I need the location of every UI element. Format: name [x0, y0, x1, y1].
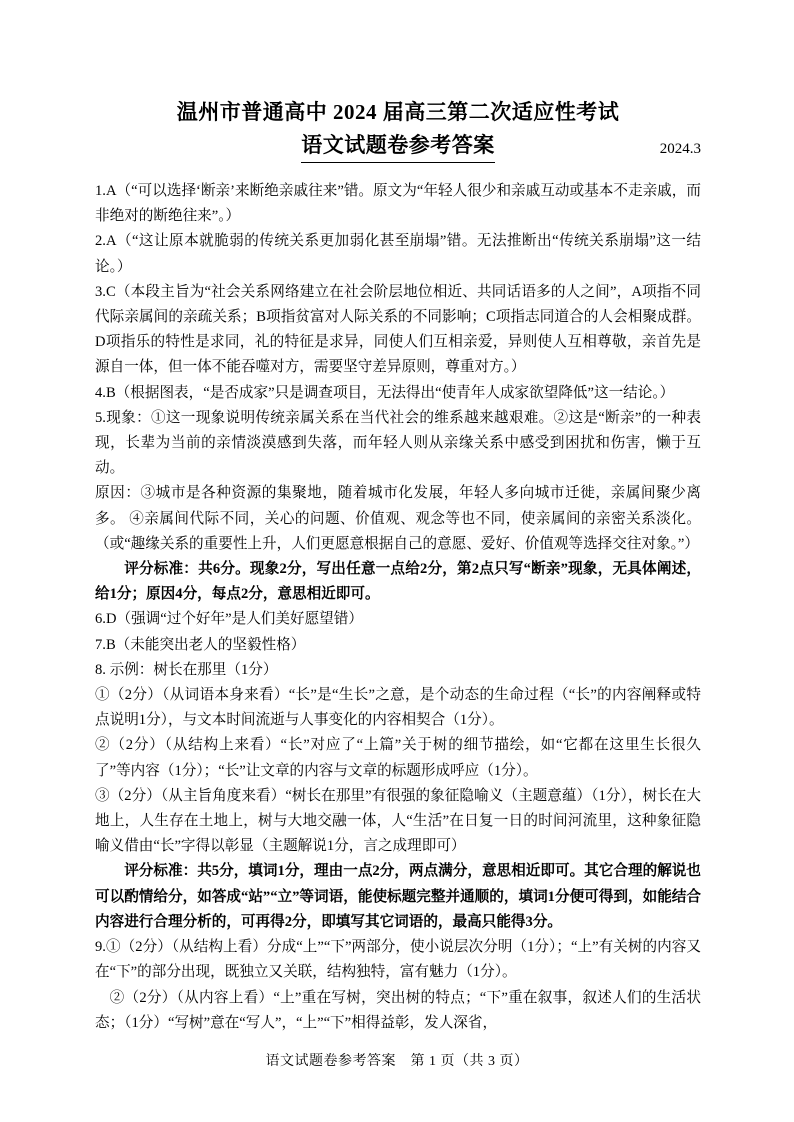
answer-5-phenomenon: 5.现象：①这一现象说明传统亲属关系在当代社会的维系越来越艰难。②这是“断亲”的一种表现，长辈为当前的亲情淡漠感到失落，而年轻人则从亲缘关系中感受到困扰和伤害，懒于互动。: [95, 409, 701, 477]
doc-title: 温州市普通高中 2024 届高三第二次适应性考试: [176, 100, 620, 124]
answer-8-point-1: ①（2分）（从词语本身来看）“长”是“生长”之意，是个动态的生命过程（“长”的内容阐释或特点说明1分），与文本时间流逝与人事变化的内容相契合（1分）。: [95, 687, 701, 729]
answer-3: 3.C（本段主旨为“社会关系网络建立在社会阶层地位相近、共同话语多的人之间”，A项指不同代际亲属间的亲疏关系；B项指贫富对人际关系的不同影响；C项指志同道合的人会相聚成群。D项指乐的特性是求同，礼的特征是求异，同使人们互相亲爱，异则使人互相尊敬，亲首先是源自一体，但一体不能吞噬对方，需要坚守差异原则，尊重对方。）: [95, 283, 701, 376]
answer-content: [95, 179, 701, 1036]
answer-8-example: 8. 示例：树长在那里（1分）: [95, 661, 278, 678]
answer-9-point-2: ②（2分）（从内容上看）“上”重在写树，突出树的特点；“下”重在叙事，叙述人们的生活状态；（1分）“写树”意在“写人”，“上”“下”相得益彰，发人深省，: [95, 989, 701, 1031]
answer-8-point-3: ③（2分）（从主旨角度来看）“树长在那里”有很强的象征隐喻义（主题意蕴）（1分），树长在大地上，人生存在土地上，树与大地交融一体，人“生活”在日复一日的时间河流里，这种象征隐喻义借由“长”字得以彰显（主题解说1分，言之成理即可）: [95, 787, 701, 855]
answer-7: 7.B（未能突出老人的坚毅性格）: [95, 636, 306, 653]
scoring-criteria-question-5: 评分标准：共6分。现象2分，写出任意一点给2分，第2点只写“断亲”现象，无具体阐述，给1分；原因4分，每点2分，意思相近即可。: [95, 561, 701, 603]
page-footer: 语文试题卷参考答案 第 1 页（共 3 页）: [265, 1054, 529, 1069]
answer-4: 4.B（根据图表，“是否成家”只是调查项目，无法得出“使青年人成家欲望降低”这一结论。）: [95, 384, 675, 401]
answer-5-reason: 原因：③城市是各种资源的集聚地，随着城市化发展，年轻人多向城市迁徙，亲属间聚少离多。 ④亲属间代际不同，关心的问题、价值观、观念等也不同，使亲属间的亲密关系淡化。（或“趣缘关系的重要性上升，人们更愿意根据自己的意愿、爱好、价值观等选择交往对象。”）: [95, 485, 701, 552]
answer-8-point-2: ②（2分）（从结构上来看）“长”对应了“上篇”关于树的细节描绘，如“它都在这里生长很久了”等内容（1分）；“长”让文章的内容与文章的标题形成呼应（1分）。: [95, 737, 701, 779]
doc-subtitle-row: [95, 129, 701, 165]
scoring-criteria-question-8: 评分标准：共5分，填词1分，理由一点2分，两点满分，意思相近即可。其它合理的解说也可以酌情给分，如答成“站”“立”等词语，能使标题完整并通顺的，填词1分便可得到，如能结合内容进行合理分析的，可再得2分，即填写其它词语的，最高只能得3分。: [95, 863, 701, 930]
answer-9-point-1: 9.①（2分）（从结构上看）分成“上”“下”两部分，使小说层次分明（1分）；“上”有关树的内容又在“下”的部分出现，既独立又关联，结构独特，富有魅力（1分）。: [95, 939, 701, 981]
doc-date: 2024.3: [659, 141, 701, 157]
answer-1: 1.A（“可以选择‘断亲’来断绝亲戚往来”错。原文为“年轻人很少和亲戚互动或基本不走亲戚，而非绝对的断绝往来”。）: [95, 183, 701, 225]
document-header: [95, 96, 701, 165]
doc-subtitle: 语文试题卷参考答案: [301, 129, 495, 163]
answer-2: 2.A（“这让原本就脆弱的传统关系更加弱化甚至崩塌”错。无法推断出“传统关系崩塌”这一结论。）: [95, 233, 701, 275]
answer-6: 6.D（强调“过个好年”是人们美好愿望错）: [95, 611, 363, 628]
